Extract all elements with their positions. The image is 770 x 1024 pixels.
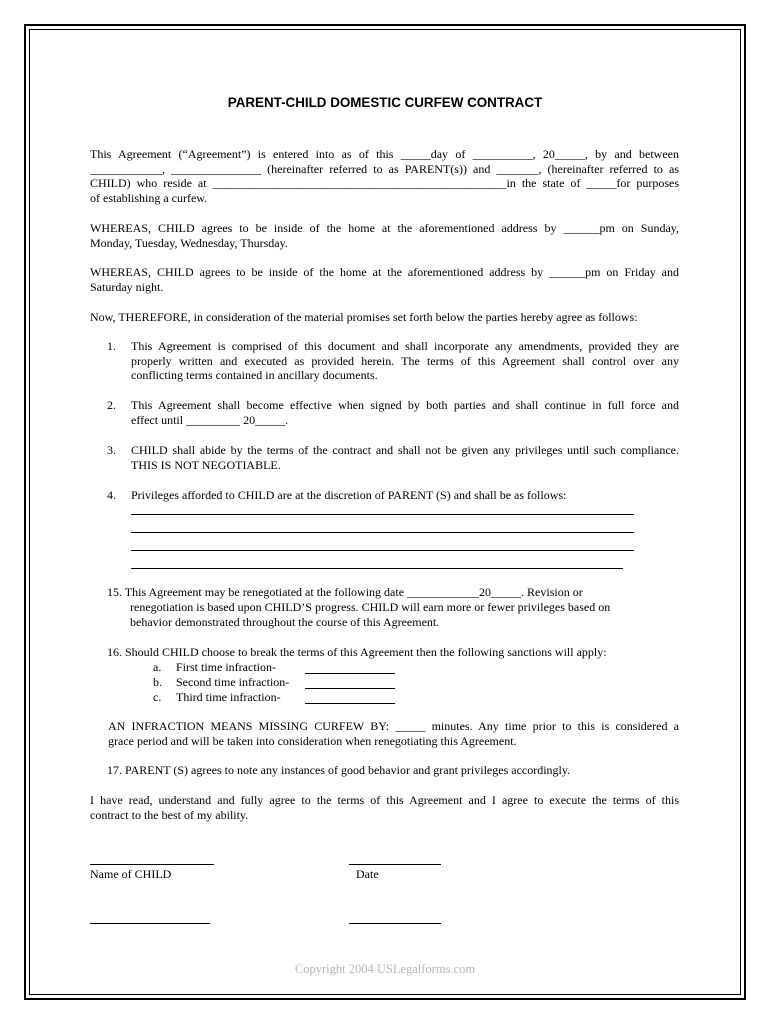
renegotiation-line: 15. This Agreement may be renegotiated at the following date ____________20_____. Revision or [107, 585, 583, 599]
sanction-letter: b. [153, 675, 162, 689]
child-date-line[interactable] [349, 864, 441, 865]
renegotiation-paragraph [107, 585, 647, 630]
privilege-blank-line[interactable] [131, 550, 634, 551]
list-item [107, 443, 679, 474]
sanction-label: Second time infraction- [176, 675, 290, 689]
whereas-line: WHEREAS, CHILD agrees to be inside of the home at the aforementioned address by ______pm on Sunday, [90, 221, 679, 235]
list-item-line: THIS IS NOT NEGOTIABLE. [131, 457, 281, 472]
acknowledgement-line: contract to the best of my ability. [90, 807, 249, 822]
acknowledgement-paragraph [90, 793, 679, 822]
list-item-line: CHILD shall abide by the terms of the contract and shall not be given any privileges until such compliance. [131, 443, 679, 457]
list-item-line: This Agreement shall become effective when signed by both parties and shall continue in full force and [131, 398, 679, 412]
child-name-label: Name of CHILD [90, 867, 172, 881]
intro-paragraph [90, 147, 679, 205]
sanctions-intro: 16. Should CHILD choose to break the terms of this Agreement then the following sanctions will apply: [107, 645, 607, 659]
privilege-blank-line[interactable] [131, 532, 634, 533]
intro-line: CHILD) who reside at _________________________________________________in the state of _____for purposes [90, 176, 679, 191]
infraction-line: grace period and will be taken into consideration when renegotiating this Agreement. [108, 734, 517, 748]
list-item [107, 339, 679, 385]
list-item [107, 488, 679, 504]
list-item-number: 2. [107, 398, 116, 412]
sanction-row [153, 660, 276, 675]
sanction-blank[interactable] [305, 660, 395, 674]
list-item-number: 1. [107, 339, 116, 353]
sanction-letter: a. [153, 660, 162, 674]
copyright-notice: Copyright 2004 USLegalforms.com [294, 962, 476, 976]
whereas-weekend-paragraph [90, 265, 679, 294]
list-item-line: Privileges afforded to CHILD are at the discretion of PARENT (S) and shall be as follows: [131, 488, 567, 502]
list-item-text [131, 398, 679, 427]
intro-line: ____________, _______________ (hereinafter referred to as PARENT(s)) and _______, (hereinafter referred to as [90, 161, 679, 176]
renegotiation-line: renegotiation is based upon CHILD’S progress. CHILD will earn more or fewer privileges based on [130, 600, 611, 614]
sanction-label: First time infraction- [176, 660, 276, 674]
whereas-line: WHEREAS, CHILD agrees to be inside of the home at the aforementioned address by ______pm on Friday and [90, 265, 679, 279]
privilege-blank-line[interactable] [131, 568, 623, 569]
renegotiation-line: behavior demonstrated throughout the course of this Agreement. [130, 615, 440, 629]
parent-date-line[interactable] [349, 923, 441, 924]
intro-line: of establishing a curfew. [90, 190, 208, 205]
sanction-blank[interactable] [305, 690, 395, 704]
list-item-text [131, 443, 679, 472]
list-item-number: 3. [107, 443, 116, 457]
list-item [107, 398, 679, 429]
list-item-text [131, 488, 679, 503]
whereas-weekday-paragraph [90, 221, 679, 250]
privilege-blank-line[interactable] [131, 514, 634, 515]
sanction-letter: c. [153, 690, 162, 704]
whereas-line: Monday, Tuesday, Wednesday, Thursday. [90, 235, 288, 250]
document-title: PARENT-CHILD DOMESTIC CURFEW CONTRACT [227, 95, 543, 110]
sanction-blank[interactable] [305, 675, 395, 689]
sanction-row [153, 675, 289, 690]
list-item-line: properly written and executed as provided herein. The terms of this Agreement shall control over any [131, 353, 679, 368]
list-item-text [131, 339, 679, 383]
acknowledgement-line: I have read, understand and fully agree to the terms of this Agreement and I agree to execute the terms of this [90, 793, 679, 807]
good-behavior-clause: 17. PARENT (S) agrees to note any instances of good behavior and grant privileges accordingly. [107, 763, 571, 777]
sanction-label: Third time infraction- [176, 690, 281, 704]
therefore-text: Now, THEREFORE, in consideration of the material promises set forth below the parties hereby agree as follows: [90, 310, 638, 324]
therefore-paragraph [90, 310, 679, 325]
intro-line: This Agreement (“Agreement”) is entered into as of this _____day of __________, 20_____, by and between [90, 147, 679, 161]
sanction-row [153, 690, 281, 705]
list-item-number: 4. [107, 488, 116, 502]
date-label: Date [356, 867, 379, 881]
list-item-line: conflicting terms contained in ancillary documents. [131, 368, 378, 383]
infraction-line: AN INFRACTION MEANS MISSING CURFEW BY: _____ minutes. Any time prior to this is considered a [108, 719, 679, 733]
child-signature-line[interactable] [90, 864, 214, 865]
list-item-line: effect until _________ 20_____. [131, 412, 289, 427]
whereas-line: Saturday night. [90, 279, 164, 294]
infraction-paragraph [108, 719, 679, 749]
list-item-line: This Agreement is comprised of this document and shall incorporate any amendments, provided they are [131, 339, 679, 353]
parent-signature-line[interactable] [90, 923, 210, 924]
